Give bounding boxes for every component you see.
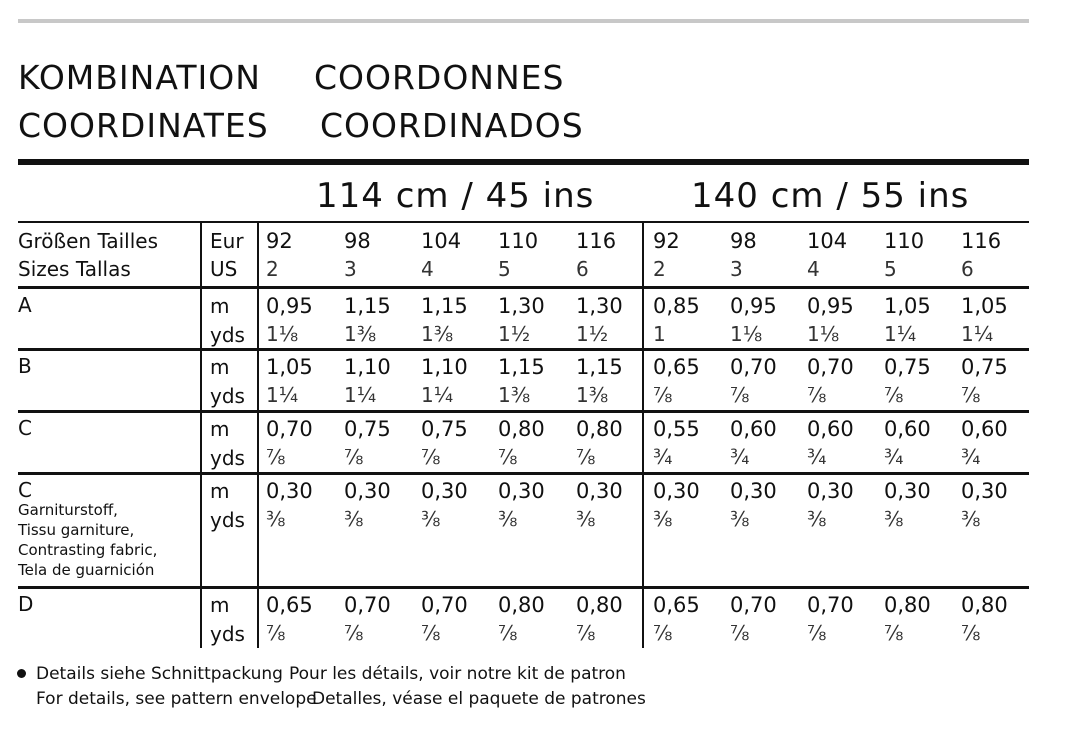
view-label: D (18, 592, 34, 616)
size-eur: 116 (961, 229, 1002, 253)
footer-note-fr: Pour les détails, voir notre kit de patron (289, 664, 626, 684)
yards-value: ⅞ (961, 621, 981, 645)
meters-value: 0,80 (576, 593, 623, 617)
meters-value: 0,30 (421, 479, 468, 503)
title-coordinados: COORDINADOS (320, 106, 584, 145)
size-us: 6 (576, 257, 589, 281)
meters-value: 0,60 (961, 417, 1008, 441)
unit-label: Eur (210, 229, 244, 253)
yards-value: ⅞ (344, 621, 364, 645)
yards-value: ⅞ (653, 621, 673, 645)
meters-value: 0,30 (807, 479, 854, 503)
table-rule (18, 472, 1029, 475)
view-sublabel: Contrasting fabric, (18, 541, 158, 559)
meters-value: 0,80 (576, 417, 623, 441)
yards-value: ⅜ (498, 507, 518, 531)
size-eur: 116 (576, 229, 617, 253)
column-divider (200, 221, 202, 648)
meters-value: 0,70 (730, 593, 777, 617)
unit-yds: yds (210, 622, 245, 646)
yards-value: ⅞ (961, 383, 981, 407)
meters-value: 1,30 (498, 294, 545, 318)
meters-value: 0,30 (576, 479, 623, 503)
meters-value: 1,30 (576, 294, 623, 318)
table-rule (18, 586, 1029, 589)
meters-value: 0,70 (807, 593, 854, 617)
meters-value: 0,80 (498, 417, 545, 441)
yards-value: ⅞ (730, 621, 750, 645)
meters-value: 1,05 (961, 294, 1008, 318)
size-eur: 98 (730, 229, 757, 253)
meters-value: 0,95 (266, 294, 313, 318)
size-eur: 92 (653, 229, 680, 253)
unit-label: US (210, 257, 238, 281)
size-eur: 104 (807, 229, 848, 253)
yards-value: ¾ (961, 445, 981, 469)
yards-value: 1⅜ (344, 322, 377, 346)
view-label: B (18, 354, 32, 378)
meters-value: 0,80 (498, 593, 545, 617)
size-label: Sizes Tallas (18, 257, 131, 281)
yards-value: 1⅛ (730, 322, 763, 346)
yards-value: ⅞ (266, 621, 286, 645)
meters-value: 0,70 (344, 593, 391, 617)
meters-value: 0,75 (344, 417, 391, 441)
meters-value: 0,30 (498, 479, 545, 503)
meters-value: 1,15 (344, 294, 391, 318)
yards-value: ⅞ (807, 383, 827, 407)
meters-value: 0,75 (421, 417, 468, 441)
yards-value: ⅞ (807, 621, 827, 645)
yards-value: ⅞ (653, 383, 673, 407)
title-rule (18, 159, 1029, 165)
meters-value: 1,15 (498, 355, 545, 379)
view-label: C (18, 416, 32, 440)
meters-value: 0,30 (730, 479, 777, 503)
yards-value: ⅜ (884, 507, 904, 531)
table-rule (18, 348, 1029, 351)
yards-value: ¾ (653, 445, 673, 469)
column-divider (642, 221, 644, 648)
size-eur: 92 (266, 229, 293, 253)
unit-m: m (210, 417, 230, 441)
column-divider (257, 221, 259, 648)
yards-value: ⅞ (576, 621, 596, 645)
meters-value: 0,85 (653, 294, 700, 318)
view-sublabel: Garniturstoff, (18, 501, 118, 519)
yards-value: 1⅛ (266, 322, 299, 346)
yards-value: 1¼ (961, 322, 994, 346)
yards-value: 1¼ (344, 383, 377, 407)
footer-note-es: Detalles, véase el paquete de patrones (312, 689, 646, 709)
meters-value: 0,65 (653, 593, 700, 617)
title-coordinates: COORDINATES (18, 106, 269, 145)
yards-value: 1½ (498, 322, 531, 346)
meters-value: 0,75 (961, 355, 1008, 379)
meters-value: 0,70 (807, 355, 854, 379)
yards-value: 1⅜ (576, 383, 609, 407)
bullet-icon (17, 669, 26, 678)
size-us: 2 (653, 257, 666, 281)
yards-value: ⅜ (730, 507, 750, 531)
meters-value: 0,55 (653, 417, 700, 441)
yards-value: ⅞ (266, 445, 286, 469)
size-eur: 104 (421, 229, 462, 253)
size-eur: 110 (884, 229, 925, 253)
size-us: 3 (730, 257, 743, 281)
meters-value: 0,60 (807, 417, 854, 441)
yards-value: ¾ (807, 445, 827, 469)
yards-value: ⅜ (961, 507, 981, 531)
meters-value: 0,60 (884, 417, 931, 441)
fabric-width-114: 114 cm / 45 ins (316, 176, 595, 216)
top-rule (18, 19, 1029, 23)
title-coordonnes: COORDONNES (314, 58, 565, 97)
unit-yds: yds (210, 323, 245, 347)
meters-value: 0,80 (884, 593, 931, 617)
yards-value: 1⅜ (498, 383, 531, 407)
size-us: 4 (807, 257, 820, 281)
unit-yds: yds (210, 384, 245, 408)
meters-value: 0,30 (653, 479, 700, 503)
yards-value: ⅞ (344, 445, 364, 469)
size-us: 3 (344, 257, 357, 281)
yards-value: ⅜ (344, 507, 364, 531)
yards-value: ⅜ (421, 507, 441, 531)
yards-value: ⅜ (653, 507, 673, 531)
yards-value: ⅞ (498, 445, 518, 469)
yards-value: ⅜ (807, 507, 827, 531)
size-eur: 98 (344, 229, 371, 253)
meters-value: 0,70 (730, 355, 777, 379)
size-us: 5 (884, 257, 897, 281)
unit-yds: yds (210, 508, 245, 532)
meters-value: 1,15 (576, 355, 623, 379)
unit-m: m (210, 355, 230, 379)
title-kombination: KOMBINATION (18, 58, 261, 97)
yards-value: ¾ (884, 445, 904, 469)
meters-value: 0,65 (653, 355, 700, 379)
footer-note-de: Details siehe Schnittpackung (36, 664, 283, 684)
meters-value: 0,30 (344, 479, 391, 503)
meters-value: 0,95 (730, 294, 777, 318)
size-us: 4 (421, 257, 434, 281)
unit-m: m (210, 294, 230, 318)
size-label: Größen Tailles (18, 229, 159, 253)
size-us: 5 (498, 257, 511, 281)
unit-m: m (210, 593, 230, 617)
yards-value: 1¼ (421, 383, 454, 407)
yards-value: ⅜ (266, 507, 286, 531)
yards-value: ⅞ (498, 621, 518, 645)
view-sublabel: Tela de guarnición (18, 561, 155, 579)
meters-value: 0,80 (961, 593, 1008, 617)
yards-value: ⅜ (576, 507, 596, 531)
meters-value: 1,10 (344, 355, 391, 379)
footer-note-en: For details, see pattern envelope (36, 689, 317, 709)
meters-value: 0,60 (730, 417, 777, 441)
size-us: 6 (961, 257, 974, 281)
yards-value: ⅞ (884, 383, 904, 407)
meters-value: 0,30 (884, 479, 931, 503)
table-rule (18, 221, 1029, 223)
view-sublabel: Tissu garniture, (18, 521, 135, 539)
yards-value: ⅞ (421, 445, 441, 469)
meters-value: 0,65 (266, 593, 313, 617)
meters-value: 1,15 (421, 294, 468, 318)
meters-value: 0,75 (884, 355, 931, 379)
table-rule (18, 286, 1029, 289)
yards-value: ⅞ (576, 445, 596, 469)
fabric-width-140: 140 cm / 55 ins (691, 176, 970, 216)
yards-value: 1¼ (266, 383, 299, 407)
view-label: C (18, 478, 32, 502)
yards-value: 1½ (576, 322, 609, 346)
yards-value: ¾ (730, 445, 750, 469)
meters-value: 0,70 (266, 417, 313, 441)
meters-value: 0,30 (266, 479, 313, 503)
yards-value: ⅞ (730, 383, 750, 407)
yards-value: 1 (653, 322, 666, 346)
meters-value: 0,70 (421, 593, 468, 617)
meters-value: 1,05 (884, 294, 931, 318)
meters-value: 0,30 (961, 479, 1008, 503)
view-label: A (18, 293, 32, 317)
unit-m: m (210, 479, 230, 503)
size-us: 2 (266, 257, 279, 281)
table-rule (18, 410, 1029, 413)
yards-value: ⅞ (421, 621, 441, 645)
meters-value: 1,10 (421, 355, 468, 379)
meters-value: 1,05 (266, 355, 313, 379)
unit-yds: yds (210, 446, 245, 470)
meters-value: 0,95 (807, 294, 854, 318)
yards-value: 1¼ (884, 322, 917, 346)
yards-value: ⅞ (884, 621, 904, 645)
size-eur: 110 (498, 229, 539, 253)
yards-value: 1⅛ (807, 322, 840, 346)
yards-value: 1⅜ (421, 322, 454, 346)
